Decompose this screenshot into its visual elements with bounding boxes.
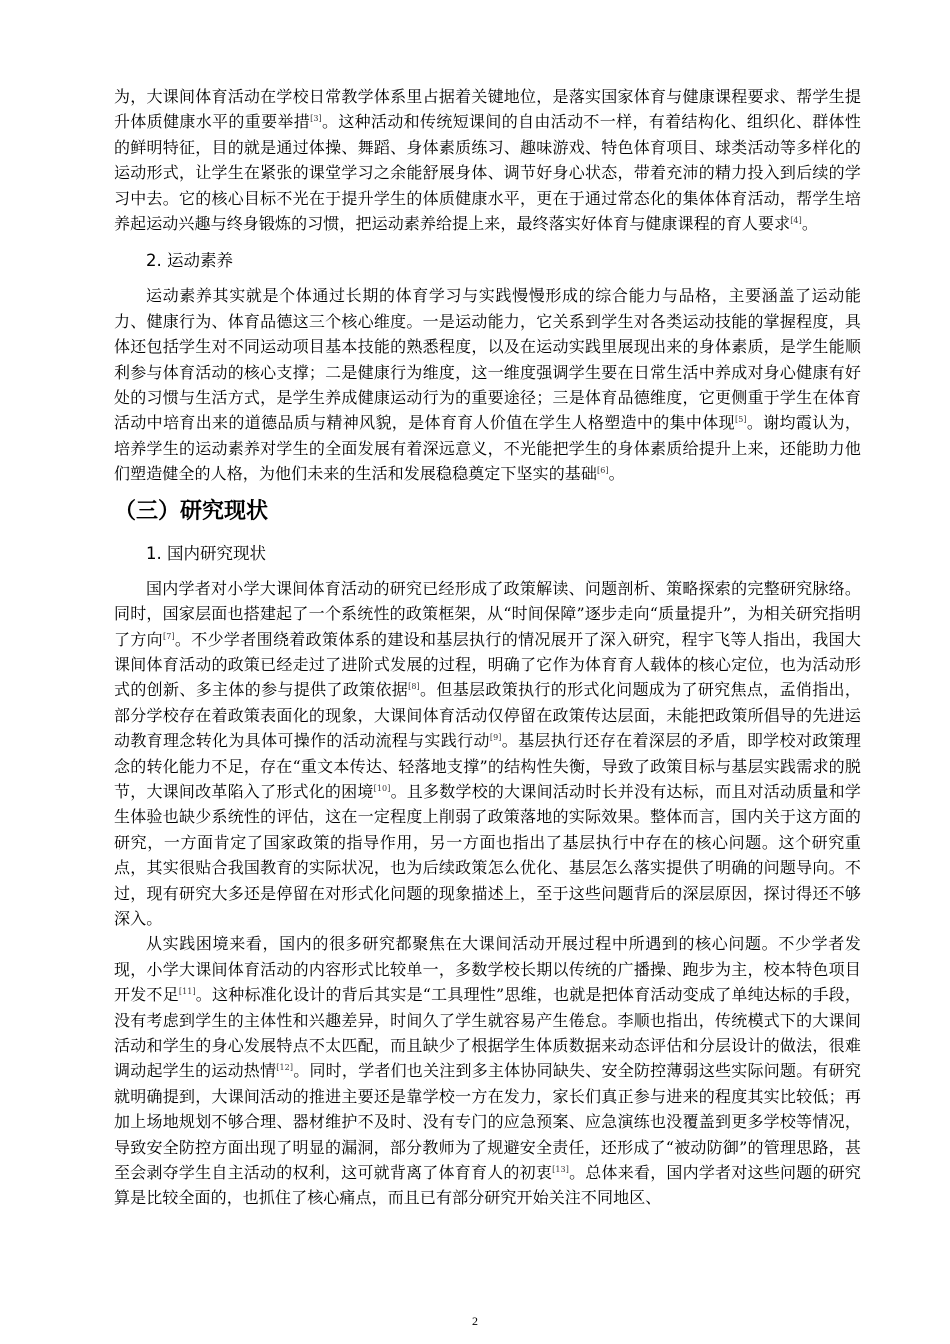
body-paragraph [114,931,861,1210]
citation-mark: [13] [552,1165,569,1175]
paragraph-text: 运动素养其实就是个体通过长期的体育学习与实践慢慢形成的综合能力与品格，主要涵盖了运动能力、健康行为、体育品德这三个核心维度。一是运动能力，它关系到学生对各类运动技能的掌握程度，具体还包括学生对不同运动项目基本技能的熟悉程度，以及在运动实践里展现出来的身体素质，是学生能顺利参与体育活动的核心支撑；二是健康行为维度，这一维度强调学生要在日常生活中养成对身心健康有好处的习惯与生活方式，是学生养成健康运动行为的重要途径；三是体育品德维度，它更侧重于学生在体育活动中培育出来的道德品质与精神风貌，是体育育人价值在学生人格塑造中的集中体现 [114,286,861,433]
paragraph-text: 为，大课间体育活动在学校日常教学体系里占据着关键地位，是落实国家体育与健康课程要求、帮学生提升体质健康水平的重要举措 [114,87,861,132]
body-paragraph [114,283,861,486]
paragraph-text: 。但基层政策执行的形式化问题成为了研究焦点，孟俏指出，部分学校存在着政策表面化的现象，大课间体育活动仅停留在政策传达层面，未能把政策所倡导的先进运动教育理念转化为具体可操作的活动流程与实践行动 [114,680,861,751]
paragraph-text: 。不少学者围绕着政策体系的建设和基层执行的情况展开了深入研究，程宇飞等人指出，我国大课间体育活动的政策已经走过了进阶式发展的过程，明确了它作为体育育人载体的核心定位，也为活动形式的创新、多主体的参与提供了政策依据 [114,629,861,700]
paragraph-text: 。同时，学者们也关注到多主体协同缺失、安全防控薄弱这些实际问题。有研究就明确提到，大课间活动的推进主要还是靠学校一方在发力，家长们真正参与进来的程度其实比较低；再加上场地规划不够合理、器材维护不及时、没有专门的应急预案、应急演练也没覆盖到更多学校等情况，导致安全防控方面出现了明显的漏洞，部分教师为了规避安全责任，还形成了“被动防御”的管理思路，甚至会剥夺学生自主活动的权利，这可就背离了体育育人的初衷 [114,1061,861,1183]
paragraph-text: 。且多数学校的大课间活动时长并没有达标，而且对活动质量和学生体验也缺少系统性的评估，这在一定程度上削弱了政策落地的实际效果。整体而言，国内关于这方面的研究，一方面肯定了国家政策的指导作用，另一方面也指出了基层执行中存在的核心问题。这个研究重点，其实很贴合我国教育的实际状况，也为后续政策怎么优化、基层怎么落实提供了明确的问题导向。不过，现有研究大多还是停留在对形式化问题的现象描述上，至于这些问题背后的深层原因，探讨得还不够深入。 [114,781,861,928]
body-paragraph [114,84,861,236]
section-heading-research-status: （三）研究现状 [114,498,269,524]
citation-mark: [5] [734,415,747,425]
citation-mark: [10] [373,783,391,793]
subsection-heading-motor-literacy: 2. 运动素养 [146,251,233,271]
paragraph-text: 从实践困境来看，国内的很多研究都聚焦在大课间活动开展过程中所遇到的核心问题。不少学者发现，小学大课间体育活动的内容形式比较单一，多数学校长期以传统的广播操、跑步为主，校本特色项目开发不足 [114,934,861,1005]
paragraph-text: 。 [608,464,625,484]
paragraph-text: 。这种活动和传统短课间的自由活动不一样，有着结构化、组织化、群体性的鲜明特征，目的就是通过体操、舞蹈、身体素质练习、趣味游戏、特色体育项目、球类活动等多样化的运动形式，让学生在紧张的课堂学习之余能舒展身体、调节好身心状态，带着充沛的精力投入到后续的学习中去。它的核心目标不光在于提升学生的体质健康水平，更在于通过常态化的集体体育活动，帮学生培养起运动兴趣与终身锻炼的习惯，把运动素养给提上来，最终落实好体育与健康课程的育人要求 [114,112,861,234]
citation-mark: [12] [276,1063,294,1073]
citation-mark: [8] [408,682,420,692]
page-content [114,84,861,1211]
citation-mark: [9] [489,733,502,743]
citation-mark: [11] [178,987,196,997]
paragraph-text: 。 [801,214,818,234]
subsection-heading-domestic: 1. 国内研究现状 [146,543,266,563]
paragraph-text: 。基层执行还存在着深层的矛盾，即学校对政策理念的转化能力不足，存在“重文本传达、轻落地支撑”的结构性失衡，导致了政策目标与基层实践需求的脱节，大课间改革陷入了形式化的困境 [114,731,861,801]
page-number: 2 [472,1314,478,1328]
paragraph-text: 国内学者对小学大课间体育活动的研究已经形成了政策解读、问题剖析、策略探索的完整研究脉络。同时，国家层面也搭建起了一个系统性的政策框架，从“时间保障”逐步走向“质量提升”，为相关研究指明了方向 [114,578,861,649]
paragraph-text: 。总体来看，国内学者对这些问题的研究算是比较全面的，也抓住了核心痛点，而且已有部分研究开始关注不同地区、 [114,1163,862,1208]
paragraph-text: 。谢均霞认为，培养学生的运动素养对学生的全面发展有着深远意义，不光能把学生的身体素质给提升上来，还能助力他们塑造健全的人格，为他们未来的生活和发展稳稳奠定下坚实的基础 [114,413,861,484]
paragraph-text: 。这种标准化设计的背后其实是“工具理性”思维，也就是把体育活动变成了单纯达标的手段，没有考虑到学生的主体性和兴趣差异，时间久了学生就容易产生倦怠。李顺也指出，传统模式下的大课间活动和学生的身心发展特点不太匹配，而且缺少了根据学生体质数据来动态评估和分层设计的做法，很难调动起学生的运动热情 [114,985,861,1081]
citation-mark: [6] [597,466,609,476]
citation-mark: [7] [163,631,175,641]
citation-mark: [4] [790,216,802,226]
body-paragraph [114,576,861,932]
citation-mark: [3] [310,114,322,124]
